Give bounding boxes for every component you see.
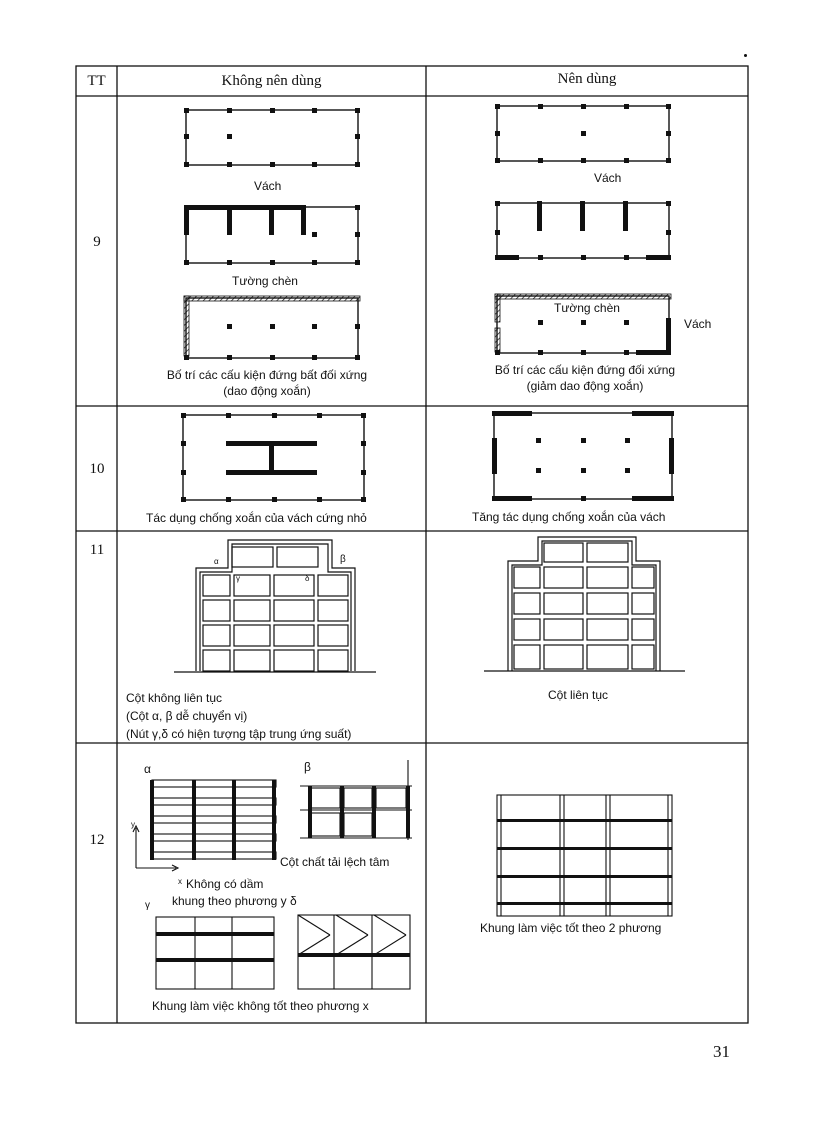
frame-gamma (156, 917, 274, 989)
header-bad: Không nên dùng (221, 73, 322, 89)
row-number-12: 12 (89, 832, 105, 848)
row-number-9: 9 (93, 234, 101, 250)
caption-frame-dir-12: khung theo phương y δ (172, 894, 297, 908)
caption-bad-9-line2: (dao động xoắn) (223, 384, 311, 398)
caption-bad-11-line1: Cột không liên tục (126, 691, 223, 705)
caption-no-beam-12: Không có dầm (186, 877, 264, 891)
page-number: 31 (713, 1042, 730, 1061)
label-alpha-11: α (214, 557, 219, 566)
caption-eccentric-12: Cột chất tải lệch tâm (280, 855, 390, 869)
label-beta-11: β (340, 554, 346, 565)
frame-delta (298, 915, 410, 989)
caption-good-9-line1: Bố trí các cấu kiện đứng đối xứng (494, 363, 676, 377)
caption-bad-10: Tác dụng chống xoắn của vách cứng nhỏ (146, 511, 367, 525)
caption-bad-12: Khung làm việc không tốt theo phương x (152, 999, 369, 1013)
label-gamma-11: γ (236, 574, 240, 583)
label-gamma-12: γ (145, 900, 150, 911)
label-side-wall-good: Vách (684, 317, 712, 331)
row-number-10: 10 (89, 461, 105, 477)
caption-good-11: Cột liên tục (548, 688, 609, 702)
label-delta-11: δ (305, 574, 310, 583)
axis-x-label: x (178, 877, 182, 886)
label-wall-good: Vách (594, 171, 622, 185)
caption-bad-9-line1: Bố trí các cấu kiện đứng bất đối xứng (166, 368, 368, 382)
caption-bad-11-line2: (Cột α, β dễ chuyển vị) (126, 709, 248, 723)
label-beta-12: β (304, 760, 311, 774)
label-alpha-12: α (144, 762, 151, 776)
caption-good-10: Tăng tác dụng chống xoắn của vách (472, 510, 666, 524)
row-number-11: 11 (89, 542, 105, 558)
frame-good-12 (497, 795, 672, 916)
label-infill-bad: Tường chèn (232, 274, 298, 288)
label-infill-good: Tường chèn (554, 301, 620, 315)
caption-bad-11-line3: (Nút γ,δ có hiện tượng tập trung ứng suất) (126, 727, 352, 741)
caption-good-12: Khung làm việc tốt theo 2 phương (480, 921, 662, 935)
plan-alpha (152, 780, 276, 859)
axis-y-label: y (131, 820, 135, 829)
plan-beta (300, 760, 412, 840)
header-tt: TT (87, 73, 106, 89)
caption-good-9-line2: (giảm dao động xoắn) (526, 379, 644, 393)
header-good: Nên dùng (557, 71, 617, 87)
label-wall-bad: Vách (254, 179, 282, 193)
